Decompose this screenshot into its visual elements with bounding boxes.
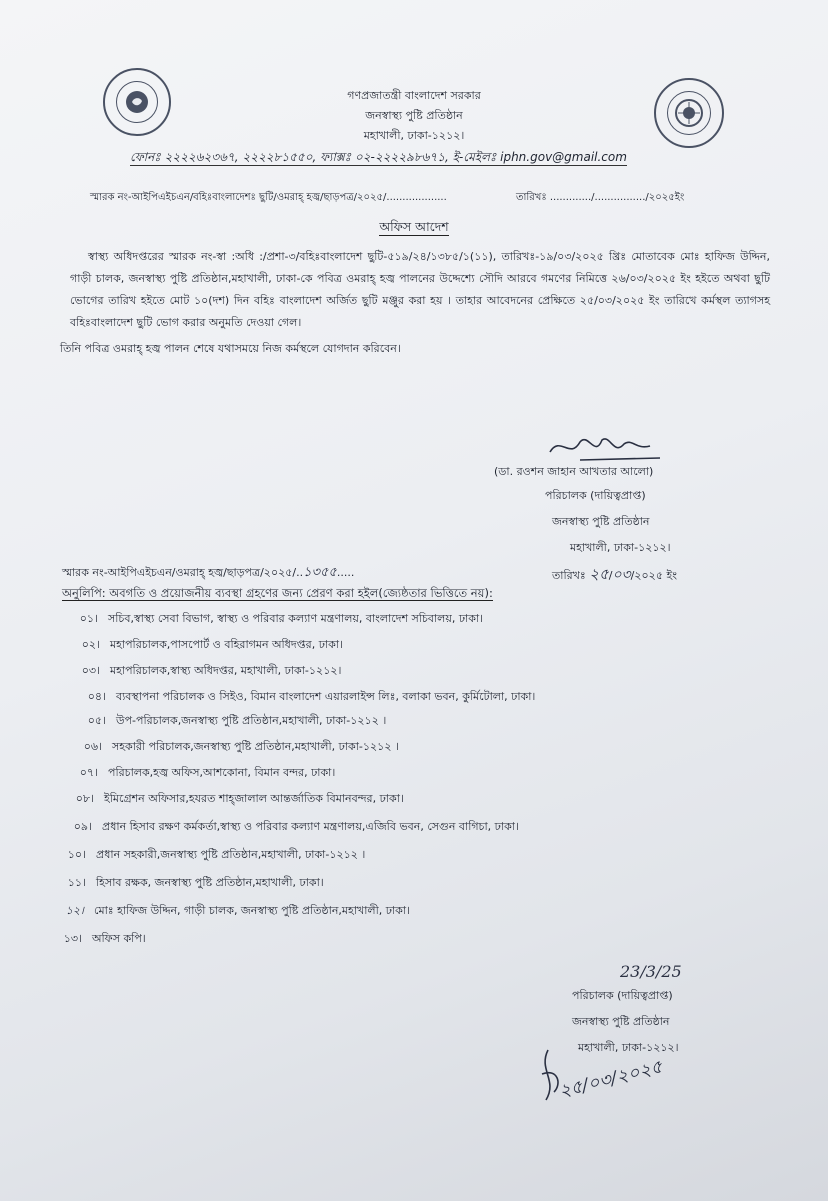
signatory2-address: মহাখালী, ঢাকা-১২১২।: [578, 1041, 679, 1054]
handwritten-date: 23/3/25: [620, 962, 682, 981]
list-item: ০১। সচিব,স্বাস্থ্য সেবা বিভাগ, স্বাস্থ্য ও পরিবার কল্যাণ মন্ত্রণালয়, বাংলাদেশ সচিবালয়, ঢাকা।: [79, 612, 484, 625]
list-item: ১৩। অফিস কপি।: [63, 932, 146, 945]
list-item: ০৪। ব্যবস্থাপনা পরিচালক ও সিইও, বিমান বাংলাদেশ এয়ারলাইন্স লিঃ, বলাকা ভবন, কুর্মিটোলা, ঢাকা।: [87, 690, 536, 703]
order-body: [60, 246, 770, 360]
list-item: ১০। প্রধান সহকারী,জনস্বাস্থ্য পুষ্টি প্রতিষ্ঠান,মহাখালী, ঢাকা-১২১২ ।: [67, 848, 366, 861]
order-paragraph-1: স্বাস্থ্য অধিদপ্তরের স্মারক নং-স্বা :অধি :/প্রশা-৩/বহিঃবাংলাদেশ ছুটি-৫১৯/২৪/১৩৮৫/১(১১), তারিখঃ-১৯/০৩/২০২৫ খ্রিঃ মোতাবেক মোঃ হাফিজ উদ্দিন, গাড়ী চালক, জনস্বাস্থ্য পুষ্টি প্রতিষ্ঠান,মহাখালী, ঢাকা-কে পবিত্র ওমরাহ্ হজ্ব পালনের উদ্দেশ্যে সৌদি আরবে গমণের নিমিত্তে ২৬/০৩/২০২৫ ইং হইতে অথবা ছুটি ভোগের তারিখ হইতে মোট ১০(দশ) দিন বহিঃ বাংলাদেশ অর্জিত ছুটি মঞ্জুর করা হয় । তাহার আবেদনের প্রেক্ষিতে ২৫/০৩/২০২৫ ইং তারিখে কর্মস্থল ত্যাগসহ বহিঃবাংলাদেশ ছুটি ভোগ করার অনুমতি দেওয়া গেল।: [70, 250, 770, 329]
memo-date-bottom: [552, 563, 677, 588]
order-title: অফিস আদেশ: [379, 219, 449, 234]
memo-number-top: স্মারক নং-আইপিএইচএন/বহিঃবাংলাদেশঃ ছুটি/ওমরাহ্ হজ্ব/ছাড়পত্র/২০২৫/...................: [90, 192, 447, 203]
signatory-name: (ডা. রওশন জাহান আখতার আলো): [494, 465, 654, 478]
memo-date-top: তারিখঃ ............./................/২০২৫ইং: [516, 192, 685, 203]
signatory-address: মহাখালী, ঢাকা-১২১২।: [570, 541, 671, 554]
list-item: ০৩। মহাপরিচালক,স্বাস্থ্য অধিদপ্তর, মহাখালী, ঢাকা-১২১২।: [81, 664, 342, 677]
list-item: ০৮। ইমিগ্রেশন অফিসার,হযরত শাহ্জালাল আন্তর্জাতিক বিমানবন্দর, ঢাকা।: [75, 792, 404, 805]
list-item: ০৫। উপ-পরিচালক,জনস্বাস্থ্য পুষ্টি প্রতিষ্ঠান,মহাখালী, ঢাকা-১২১২ ।: [87, 714, 387, 727]
list-item: ১১। হিসাব রক্ষক, জনস্বাস্থ্য পুষ্টি প্রতিষ্ঠান,মহাখালী, ঢাকা।: [67, 876, 324, 889]
signatory-org: জনস্বাস্থ্য পুষ্টি প্রতিষ্ঠান: [552, 515, 650, 528]
memo-number-tail: .....: [336, 566, 355, 579]
cc-label: অনুলিপি: অবগতি ও প্রয়োজনীয় ব্যবস্থা গ্রহণের জন্য প্রেরণ করা হইল(জ্যেষ্ঠতার ভিত্তিতে নয়):: [62, 586, 493, 600]
date-year: /২০২৫ ইং: [630, 569, 677, 582]
date-separator: /: [608, 569, 613, 582]
header-address: মহাখালী, ঢাকা-১২১২।: [363, 129, 465, 142]
list-item: ০৯। প্রধান হিসাব রক্ষণ কর্মকর্তা,স্বাস্থ্য ও পরিবার কল্যাণ মন্ত্রণালয়,এজিবি ভবন, সেগুন বাগিচা, ঢাকা।: [73, 820, 519, 833]
signatory2-org: জনস্বাস্থ্য পুষ্টি প্রতিষ্ঠান: [572, 1015, 670, 1028]
memo-number-handwritten: ১৩৫৫: [303, 565, 337, 580]
header-government: গণপ্রজাতন্ত্রী বাংলাদেশ সরকার: [347, 89, 481, 102]
date-label: তারিখঃ: [552, 569, 586, 582]
header-institute: জনস্বাস্থ্য পুষ্টি প্রতিষ্ঠান: [365, 109, 463, 122]
list-item: ০৭। পরিচালক,হজ্ব অফিস,আশকোনা, বিমান বন্দর, ঢাকা।: [79, 766, 336, 779]
list-item: ০২। মহাপরিচালক,পাসপোর্ট ও বহিরাগমন অধিদপ্তর, ঢাকা।: [81, 638, 343, 651]
list-item: ০৬। সহকারী পরিচালক,জনস্বাস্থ্য পুষ্টি প্রতিষ্ঠান,মহাখালী, ঢাকা-১২১২ ।: [83, 740, 399, 753]
handwritten-date-2: ২৫/০৩/২০২৫: [556, 1056, 665, 1103]
list-item: ১২। মোঃ হাফিজ উদ্দিন, গাড়ী চালক, জনস্বাস্থ্য পুষ্টি প্রতিষ্ঠান,মহাখালী, ঢাকা।: [65, 904, 410, 917]
cc-list: [40, 610, 800, 950]
memo-number-bottom-text: স্মারক নং-আইপিএইচএন/ওমরাহ্ হজ্ব/ছাড়পত্র/২০২৫/..: [62, 566, 304, 579]
memo-number-bottom: [62, 563, 354, 584]
header-contact: ফোনঃ ২২২২৬২৩৬৭, ২২২২৮১৫৫০, ফ্যাক্সঃ ০২-২২২২৯৮৬৭১, ই-মেইলঃ iphn.gov@gmail.com: [130, 150, 627, 164]
date-month-handwritten: ০৩: [612, 567, 631, 583]
date-day-handwritten: ২৫: [589, 565, 609, 583]
signatory2-designation: পরিচালক (দায়িত্বপ্রাপ্ত): [572, 989, 673, 1002]
signatory-designation: পরিচালক (দায়িত্বপ্রাপ্ত): [545, 489, 646, 502]
order-paragraph-2: তিনি পবিত্র ওমরাহ্ হজ্ব পালন শেষে যথাসময়ে নিজ কর্মস্থলে যোগদান করিবেন।: [60, 342, 401, 355]
